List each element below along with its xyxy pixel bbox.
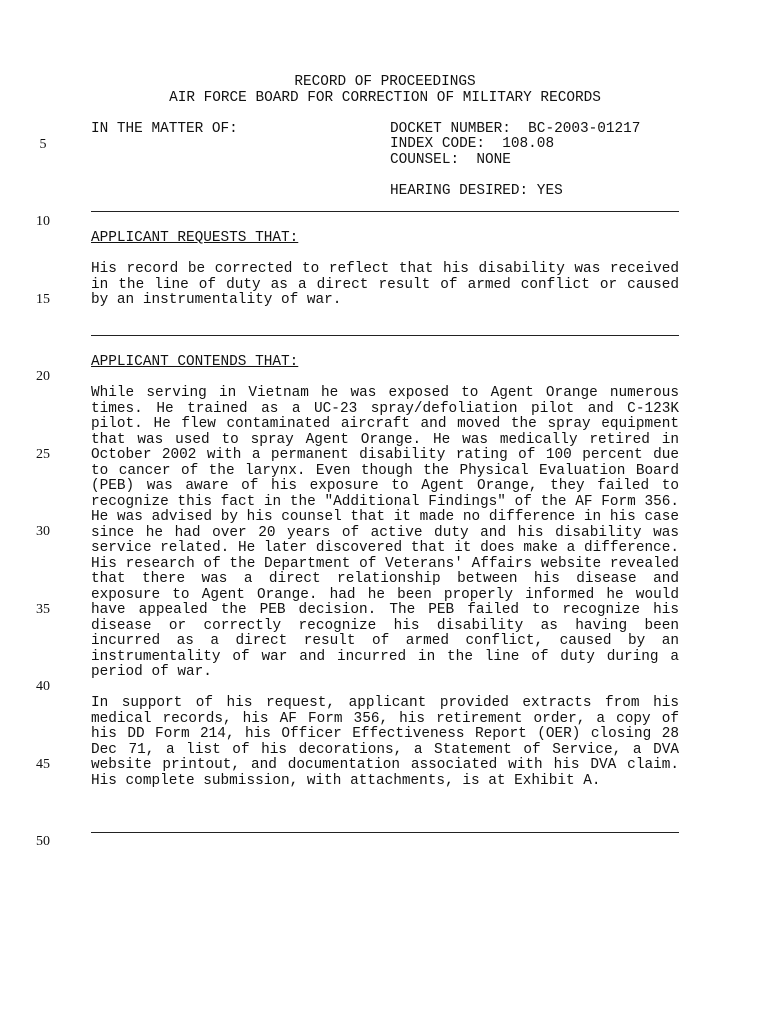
title-record-of-proceedings: RECORD OF PROCEEDINGS: [294, 74, 476, 90]
line-number: 10: [36, 214, 50, 229]
line-number: 5: [39, 137, 47, 152]
line-number: 50: [36, 834, 50, 849]
contends-paragraph-2: In support of his request, applicant provided extracts from his medical records, his AF Form 356, his retirement order, a copy of his DD Form 214, his Officer Effectiveness Report (OER) closing 28 Dec 71, a list of his decorations, a Statement of Service, a DVA website printout, and documentation associated with his DVA claim. His complete submission, with attachments, is at Exhibit A.: [91, 695, 679, 789]
line-number: 20: [36, 369, 50, 384]
requests-paragraph: His record be corrected to reflect that his disability was received in the line of duty as a direct result of armed conflict or caused by an instrumentality of war.: [91, 261, 679, 308]
hearing-desired: HEARING DESIRED: YES: [390, 183, 563, 199]
line-number: 40: [36, 679, 50, 694]
counsel: COUNSEL: NONE: [390, 152, 511, 168]
divider-rule: [91, 211, 679, 212]
index-code: INDEX CODE: 108.08: [390, 136, 555, 152]
section-heading-contends: APPLICANT CONTENDS THAT:: [91, 354, 299, 370]
section-heading-requests: APPLICANT REQUESTS THAT:: [91, 230, 299, 246]
divider-rule: [91, 832, 679, 833]
line-number: 30: [36, 524, 50, 539]
line-number: 15: [36, 292, 50, 307]
docket-number: DOCKET NUMBER: BC-2003-01217: [390, 121, 641, 137]
line-number: 45: [36, 757, 50, 772]
line-number: 35: [36, 602, 50, 617]
divider-rule: [91, 335, 679, 336]
contends-paragraph-1: While serving in Vietnam he was exposed to Agent Orange numerous times. He trained as a UC-23 spray/defoliation pilot and C-123K pilot. He flew contaminated aircraft and moved the spray equipment that was used to spray Agent Orange. He was medically retired in October 2002 with a permanent disability rating of 100 percent due to cancer of the larynx. Even though the Physical Evaluation Board (PEB) was aware of his exposure to Agent Orange, they failed to recognize this fact in the "Additional Findings" of the AF Form 356. He was advised by his counsel that it made no difference in his case since he had over 20 years of active duty and his disability was service related. He later discovered that it does make a difference. His research of the Department of Veterans' Affairs website revealed that there was a direct relationship between his disease and exposure to Agent Orange. had he been properly informed he would have appealed the PEB decision. The PEB failed to recognize his disease or correctly recognize his disability as having been incurred as a direct result of armed conflict, caused by an instrumentality of war and incurred in the line of duty during a period of war.: [91, 385, 679, 680]
line-number: 25: [36, 447, 50, 462]
title-board-name: AIR FORCE BOARD FOR CORRECTION OF MILITARY RECORDS: [169, 90, 601, 106]
matter-label: IN THE MATTER OF:: [91, 121, 238, 137]
